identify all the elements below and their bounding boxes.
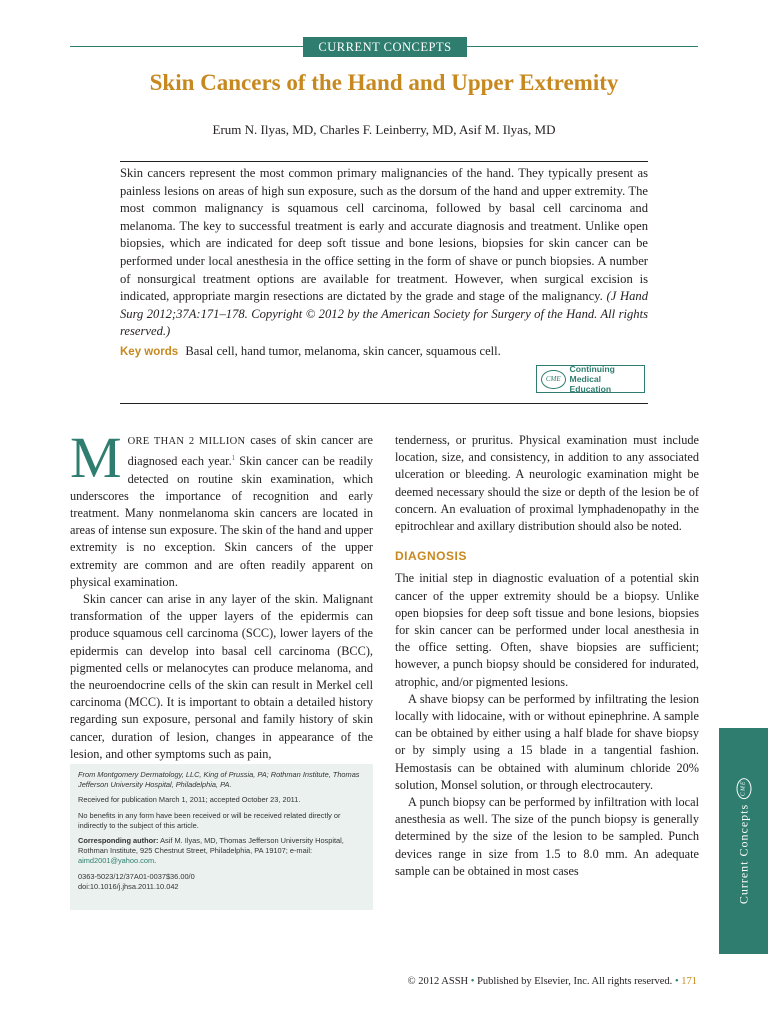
header-rule-left <box>70 46 303 47</box>
keywords <box>120 343 648 362</box>
cme-label <box>570 364 644 394</box>
diagnosis-heading: DIAGNOSIS <box>395 549 467 564</box>
corr-label: Corresponding author: <box>78 836 159 846</box>
section-label: CURRENT CONCEPTS <box>303 37 467 57</box>
abstract-top-rule <box>120 161 648 162</box>
intro-text-end: Skin cancer can be readily detected on routine skin examination, which underscores the importance of recognition and early treatment. Many nonmelanoma skin cancers are located in areas of intense sun exposure. The skin of the hand and upper extremity is no exception. Skin cancers of the upper extremity are common and are often readily apparent on physical examination. <box>70 454 374 589</box>
paragraph-diagnosis: The initial step in diagnostic evaluation of a potential skin cancer of the upper extremity should be a biopsy. Unlike open biopsies for deep soft tissue and bone lesions, biopsies for skin cancer can be performed under local anesthesia in the office setting. Often, shave biopsies are sufficient; however, a punch biopsy should be considered for indurated, atrophic, and/or pigmented lesions. <box>395 571 699 689</box>
article-authors: Erum N. Ilyas, MD, Charles F. Leinberry, MD, Asif M. Ilyas, MD <box>212 122 556 137</box>
page-number: 171 <box>681 976 697 987</box>
cme-badge <box>536 365 645 393</box>
intro-paragraph <box>70 425 374 591</box>
footnote-affiliation: From Montgomery Dermatology, LLC, King of Prussia, PA; Rothman Institute, Thomas Jefferson University Hospital, Philadelphia, PA. <box>78 770 360 790</box>
corr-email-link[interactable]: aimd2001@yahoo.com <box>78 856 155 866</box>
side-cme-icon: CME <box>737 778 752 799</box>
footer-copyright: © 2012 ASSH <box>407 976 469 987</box>
footnote-ids <box>78 872 365 892</box>
side-tab-text: Current Concepts <box>736 803 751 905</box>
keywords-text: Basal cell, hand tumor, melanoma, skin cancer, squamous cell. <box>185 344 501 358</box>
footnote-corresponding <box>78 836 365 867</box>
abstract <box>120 165 648 341</box>
right-column <box>395 432 699 880</box>
side-tab-label <box>737 778 752 904</box>
header-rule-right <box>467 46 698 47</box>
drop-cap: M <box>70 425 122 490</box>
abstract-body: Skin cancers represent the most common primary malignancies of the hand. They typically present as painless lesions on areas of high sun exposure, such as the dorsum of the hand and upper extremity. The most common malignancy is squamous cell carcinoma, followed by basal cell carcinoma and melanoma. The key to successful treatment is early and accurate diagnosis and treatment. Unlike open biopsies, which are indicated for deep soft tissue and bone lesions, biopsies for skin cancer can be performed under local anesthesia in the office setting in the form of shave or punch biopsies. A number of nonsurgical treatment options are available for treatment. However, when surgical excision is indicated, appropriate margin resections are dictated by the grade and stage of the malignancy. <box>120 166 648 304</box>
cme-label-line1: Continuing Medical <box>569 364 615 384</box>
page-footer <box>408 976 697 987</box>
lead-smallcaps: ORE THAN 2 MILLION <box>127 436 246 447</box>
abstract-bottom-rule <box>120 403 648 404</box>
footer-published: Published by Elsevier, Inc. All rights reserved. <box>477 976 673 987</box>
paragraph-skin-layers: Skin cancer can arise in any layer of the skin. Malignant transformation of the upper layers of the epidermis can produce squamous cell carcinoma (SCC), lower layers of the epidermis can develop into basal cell carcinoma (BCC), pigmented cells or melanocytes can produce melanoma, and the neuroendocrine cells of the skin can result in Merkel cell carcinoma (MCC). It is important to obtain a detailed history regarding sun exposure, personal and family history of skin cancer, duration of lesion, changes in appearance of the lesion, and other symptoms such as pain, <box>70 591 373 761</box>
keywords-label: Key words <box>120 346 179 358</box>
footer-bullet-icon-2: • <box>674 976 679 987</box>
paragraph-exam: tenderness, or pruritus. Physical examination must include location, size, and consistency, in addition to any associated ulceration or bleeding. A neurologic examination might be deemed necessary should the size or depth of the lesion be of concern. An evaluation of proximal lymphadenopathy in the epitrochlear and axillary distribution should also be noted. <box>395 433 699 534</box>
paragraph-punch-biopsy: A punch biopsy can be performed by infiltration with local anesthesia as well. The size of the punch biopsy is generally determined by the size of the lesion to be sampled. Punch devices range in size from 1.5 to 8.0 mm. An adequate sample can be obtained in most cases <box>395 795 699 878</box>
abstract-citation: (J Hand Surg 2012;37A:171–178. Copyright © 2012 by the American Society for Surgery of the Hand. All rights reserved.) <box>120 289 649 339</box>
paragraph-shave-biopsy: A shave biopsy can be performed by infiltrating the lesion locally with lidocaine, with or without epinephrine. A sample can be obtained by either using a half blade for shave biopsy or by simply using a 15 blade in a tangential fashion. Hemostasis can be obtained with aluminum chloride 20% solution, Monsel solution, or through electrocautery. <box>395 691 699 792</box>
intro-text: cases of skin cancer are diagnosed each year. <box>127 433 373 469</box>
cme-icon: CME <box>541 370 566 389</box>
left-column <box>70 425 374 763</box>
cme-label-line2: Education <box>569 384 612 394</box>
footnote-doi[interactable]: doi:10.1016/j.jhsa.2011.10.042 <box>78 881 179 891</box>
corr-text: Asif M. Ilyas, MD, Thomas Jefferson University Hospital, Rothman Institute, 925 Chestnut Street, Philadelphia, PA 19107; e-mail: <box>78 836 344 856</box>
footnote-issn: 0363-5023/12/37A01-0037$36.00/0 <box>78 871 195 881</box>
corr-end: . <box>154 856 157 866</box>
reference-1[interactable]: 1 <box>231 454 236 463</box>
footnote-box <box>70 764 373 910</box>
article-title: Skin Cancers of the Hand and Upper Extremity <box>149 70 619 95</box>
footnote-received: Received for publication March 1, 2011; accepted October 23, 2011. <box>78 795 301 805</box>
footer-bullet-icon: • <box>470 976 475 987</box>
footnote-benefits: No benefits in any form have been received or will be received related directly or indirectly to the subject of this article. <box>78 810 341 830</box>
